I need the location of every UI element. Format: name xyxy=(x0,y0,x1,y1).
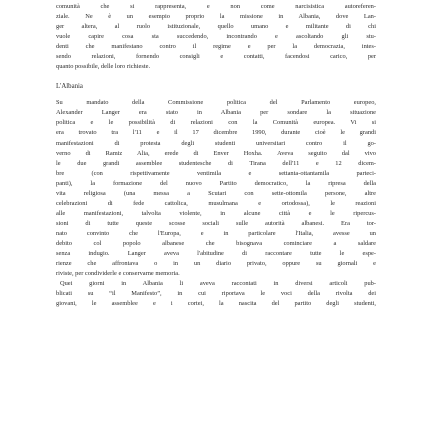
paragraph-3 xyxy=(56,279,376,309)
text-line: sendo relazioni, fornendo consigli e contatti, facendosi carico, per xyxy=(56,53,376,61)
text-line: quanto possibile, delle loro richieste. xyxy=(56,63,151,71)
text-line: verno di Ramiz Alia, erede di Enver Hoxha. Aveva seguito dal vivo xyxy=(56,149,376,157)
text-line: politica e le possibilità di relazioni con la Comunità europea. Vi si xyxy=(56,119,376,127)
text-line: denti che manifestano contro il regime e per la democrazia, intes- xyxy=(56,43,376,51)
section-heading: L'Albania xyxy=(56,83,83,91)
text-line: senza indugio. Langer aveva l'abitudine di raccontare tutte le espe- xyxy=(56,250,376,258)
text-line: manifestazioni di protesta degli studenti universitari contro il go- xyxy=(56,139,376,147)
paragraph-1 xyxy=(56,2,376,72)
paragraph-2 xyxy=(56,98,376,279)
text-line: debito col popolo albanese che bisognava cominciare a saldare xyxy=(56,239,376,247)
text-line: ger altera, al ruolo istituzionale, quello umano e militante di chi xyxy=(56,23,376,31)
text-line: Quei giorni in Albania li aveva raccontati in diversi articoli pub- xyxy=(60,280,376,288)
text-line: comunità che si rappresenta, e non come narcisistica autoreferen- xyxy=(56,3,376,10)
text-line: le due grandi assemblee studentesche di Tirana dell'11 e 12 dicem- xyxy=(56,159,376,167)
text-line: alle manifestazioni, talvolta violente, in alcune città e le ripercus- xyxy=(56,209,376,217)
text-line: vita religiosa (una messa a Scutari con sette-ottomila persone, altre xyxy=(56,189,376,197)
text-line: era trovato tra l'11 e il 17 dicembre 1990, durante cioè le grandi xyxy=(56,129,376,137)
text-line: sioni di tutte queste scosse sociali sulle autorità albanesi. Era tor- xyxy=(56,219,376,227)
text-line: celebrazioni di fede cattolica, musulmana e ortodossa), le reazioni xyxy=(56,199,376,207)
text-line: rienze che affrontava o in un diario privato, oppure su giornali e xyxy=(56,260,376,268)
text-line: panti), la formazione del nuovo Partito democratico, la ripresa della xyxy=(56,179,376,187)
text-line: blicati su “il Manifesto”, in cui riportava le voci della rivolta dei xyxy=(56,290,376,298)
text-line: Su mandato della Commissione politica del Parlamento europeo, xyxy=(56,99,376,107)
text-line: nato convinto che l'Europa, e in particolare l'Italia, avesse un xyxy=(56,229,376,237)
text-line: riviste, per condividerle e conservarne memoria. xyxy=(56,270,180,278)
text-line: Alexander Langer era stato in Albania per sondare la situazione xyxy=(56,109,376,117)
text-line: giovani, le assemblee e i cortei, la nascita del partito degli studenti, xyxy=(56,300,376,308)
text-line: ziale. Ne è un esempio proprio la missione in Albania, dove Lan- xyxy=(56,13,376,21)
text-line: bre (con rispettivamente ventimila e settanta-ottantamila parteci- xyxy=(56,169,376,177)
section-gap xyxy=(56,72,376,82)
text-line: vuole capire cosa sta succedendo, incontrando e ascoltando gli stu- xyxy=(56,33,376,41)
